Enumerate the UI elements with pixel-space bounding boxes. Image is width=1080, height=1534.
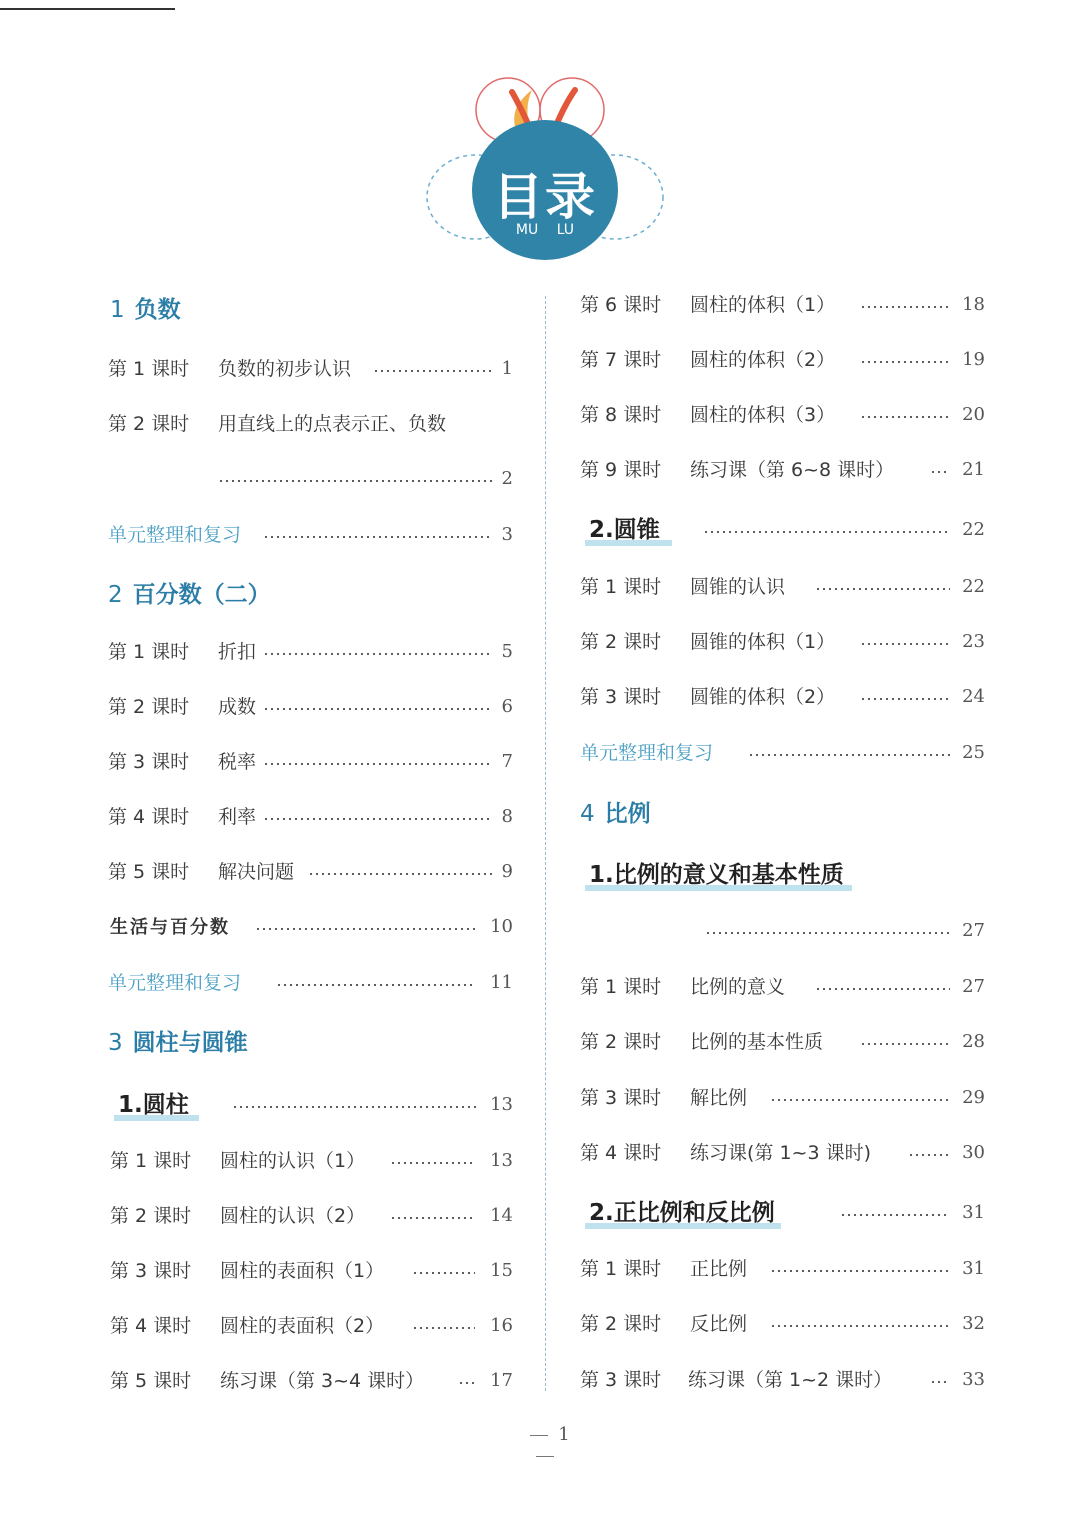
lesson-number: 第 2 课时 [580, 1313, 662, 1335]
lesson-number: 第 5 课时 [110, 1370, 192, 1392]
toc-entry[interactable] [580, 1254, 985, 1284]
lesson-number: 第 3 课时 [108, 751, 190, 773]
lesson-number: 第 1 课时 [108, 641, 190, 663]
lesson-number: 第 1 课时 [580, 576, 662, 598]
page-number-ref: 25 [962, 742, 985, 763]
dot-leader [412, 1272, 475, 1274]
dot-leader [308, 873, 493, 875]
toc-entry[interactable] [108, 692, 513, 722]
page-number-ref: 13 [490, 1094, 513, 1115]
page-number-ref: 20 [962, 404, 985, 425]
page-number-ref: 23 [962, 631, 985, 652]
lesson-topic: 用直线上的点表示正、负数 [218, 413, 447, 435]
lesson-topic: 利率 [218, 806, 257, 828]
lesson-number: 第 2 课时 [108, 413, 190, 435]
dot-leader [218, 480, 493, 482]
dot-leader [770, 1325, 950, 1327]
page-number-ref: 16 [490, 1315, 513, 1336]
toc-entry[interactable] [108, 857, 513, 887]
toc-entry[interactable] [110, 1256, 513, 1286]
lesson-number: 第 4 课时 [108, 806, 190, 828]
page-number-ref: 31 [962, 1202, 985, 1223]
dot-leader [908, 1154, 950, 1156]
lesson-topic: 圆锥的认识 [690, 576, 786, 598]
lesson-number: 第 7 课时 [580, 349, 662, 371]
lesson-topic: 正比例 [690, 1258, 748, 1280]
unit-heading[interactable]: 3 圆柱与圆锥 [108, 1030, 248, 1056]
review-label: 单元整理和复习 [108, 524, 242, 546]
page-title: 目录 [493, 168, 597, 226]
dot-leader [458, 1382, 476, 1384]
dot-leader [815, 588, 950, 590]
toc-entry[interactable] [580, 1083, 985, 1113]
lesson-topic: 折扣 [218, 641, 257, 663]
dot-leader [770, 1270, 950, 1272]
page-number-ref: 1 [501, 358, 513, 379]
lesson-number: 第 2 课时 [108, 696, 190, 718]
toc-entry-continuation[interactable] [580, 916, 985, 946]
page-number-ref: 15 [490, 1260, 513, 1281]
page-number-ref: 27 [962, 920, 985, 941]
toc-entry[interactable] [580, 290, 985, 320]
lesson-topic: 圆柱的表面积（2） [220, 1315, 385, 1337]
unit-heading[interactable]: 1 负数 [110, 297, 181, 323]
page-number-ref: 14 [490, 1205, 513, 1226]
page-number-ref: 27 [962, 976, 985, 997]
page-number-ref: 5 [501, 641, 513, 662]
toc-entry[interactable] [580, 455, 985, 485]
toc-entry[interactable] [580, 1365, 985, 1395]
review-label: 单元整理和复习 [580, 742, 714, 764]
toc-entry[interactable] [110, 1146, 513, 1176]
lesson-number: 第 9 课时 [580, 459, 662, 481]
toc-entry[interactable] [580, 1138, 985, 1168]
toc-entry-continuation[interactable] [108, 464, 513, 494]
page-number-ref: 22 [962, 576, 985, 597]
section-heading[interactable]: 2.正比例和反比例 [589, 1196, 775, 1230]
lesson-topic: 练习课(第 1~3 课时) [690, 1142, 872, 1164]
lesson-number: 第 4 课时 [110, 1315, 192, 1337]
lesson-number: 第 2 课时 [110, 1205, 192, 1227]
toc-entry[interactable] [108, 747, 513, 777]
dot-leader [860, 416, 950, 418]
lesson-topic: 练习课（第 6~8 课时） [690, 459, 895, 481]
lesson-topic: 圆柱的体积（2） [690, 349, 836, 371]
page-number-ref: 18 [962, 294, 985, 315]
dot-leader [930, 1381, 950, 1383]
page-number-ref: 29 [962, 1087, 985, 1108]
page-number-ref: 17 [490, 1370, 513, 1391]
dot-leader [232, 1106, 477, 1108]
section-heading[interactable]: 2.圆锥 [589, 513, 660, 547]
lesson-topic: 圆锥的体积（2） [690, 686, 836, 708]
page-number-ref: 7 [501, 751, 513, 772]
page-footer [505, 1424, 585, 1466]
page-number-ref: 21 [962, 459, 985, 480]
dot-leader [930, 471, 950, 473]
dot-leader [860, 306, 950, 308]
lesson-number: 第 3 课时 [110, 1260, 192, 1282]
toc-review-entry[interactable] [108, 520, 513, 550]
lesson-number: 第 6 课时 [580, 294, 662, 316]
lesson-number: 第 2 课时 [580, 1031, 662, 1053]
dot-leader [263, 818, 493, 820]
dot-leader [860, 698, 950, 700]
toc-entry-dots[interactable] [580, 1198, 985, 1228]
lesson-topic: 练习课（第 3~4 课时） [220, 1370, 425, 1392]
dot-leader [412, 1327, 475, 1329]
dot-leader [770, 1099, 950, 1101]
toc-review-entry[interactable] [580, 738, 985, 768]
dot-leader [860, 643, 950, 645]
dot-leader [263, 536, 493, 538]
page-number-ref: 9 [501, 861, 513, 882]
dot-leader [703, 531, 950, 533]
page-number-ref: 31 [962, 1258, 985, 1279]
lesson-number: 第 2 课时 [580, 631, 662, 653]
toc-entry[interactable] [108, 354, 513, 384]
page-number-ref: 10 [490, 916, 513, 937]
lesson-topic: 负数的初步认识 [218, 358, 352, 380]
dot-leader [255, 928, 475, 930]
page-number-ref: 6 [501, 696, 513, 717]
lesson-topic: 成数 [218, 696, 257, 718]
lesson-number: 第 5 课时 [108, 861, 190, 883]
page-number-ref: 13 [490, 1150, 513, 1171]
dot-leader [263, 763, 493, 765]
toc-review-entry[interactable] [108, 968, 513, 998]
lesson-number: 第 1 课时 [108, 358, 190, 380]
page-title-pinyin: MU LU [515, 222, 575, 238]
toc-entry[interactable] [110, 1201, 513, 1231]
page-number-ref: 32 [962, 1313, 985, 1334]
toc-entry[interactable] [580, 682, 985, 712]
page-number-ref: 30 [962, 1142, 985, 1163]
lesson-number: 第 3 课时 [580, 1369, 662, 1391]
page-number: 1 [558, 1424, 570, 1445]
lesson-number: 第 3 课时 [580, 686, 662, 708]
lesson-topic: 比例的意义 [690, 976, 786, 998]
lesson-topic: 反比例 [690, 1313, 748, 1335]
page-number-ref: 24 [962, 686, 985, 707]
dot-leader [263, 653, 493, 655]
lesson-number: 第 1 课时 [110, 1150, 192, 1172]
page-number-ref: 33 [962, 1369, 985, 1390]
toc-entry[interactable] [108, 802, 513, 832]
page-number-ref: 22 [962, 519, 985, 540]
toc-entry[interactable] [580, 572, 985, 602]
toc-entry[interactable] [580, 1309, 985, 1339]
dot-leader [748, 754, 950, 756]
column-divider [545, 296, 546, 1391]
toc-entry[interactable] [580, 400, 985, 430]
page-number-ref: 3 [501, 524, 513, 545]
lesson-topic: 圆柱的表面积（1） [220, 1260, 385, 1282]
toc-entry-special[interactable]: 生活与百分数 10 [110, 912, 513, 942]
unit-heading[interactable]: 4 比例 [580, 801, 651, 827]
lesson-topic: 圆柱的认识（2） [220, 1205, 366, 1227]
section-heading[interactable]: 1.比例的意义和基本性质 [589, 858, 844, 892]
page-number-ref: 28 [962, 1031, 985, 1052]
toc-entry[interactable] [110, 1366, 513, 1396]
toc-entry[interactable] [580, 1027, 985, 1057]
page-number-ref: 11 [490, 972, 513, 993]
top-rule [0, 8, 175, 10]
toc-entry[interactable] [108, 637, 513, 667]
lesson-topic: 圆锥的体积（1） [690, 631, 836, 653]
dot-leader [263, 708, 493, 710]
lesson-topic: 练习课（第 1~2 课时） [688, 1369, 893, 1391]
lesson-number: 第 1 课时 [580, 1258, 662, 1280]
toc-entry[interactable] [108, 409, 513, 439]
dot-leader [860, 361, 950, 363]
dot-leader [705, 932, 950, 934]
toc-entry[interactable] [580, 345, 985, 375]
lesson-number: 第 8 课时 [580, 404, 662, 426]
lesson-number: 第 1 课时 [580, 976, 662, 998]
lesson-topic: 比例的基本性质 [690, 1031, 824, 1053]
lesson-topic: 圆柱的体积（3） [690, 404, 836, 426]
section-heading[interactable]: 1.圆柱 [118, 1088, 189, 1122]
dot-leader [390, 1217, 475, 1219]
toc-entry[interactable] [580, 972, 985, 1002]
lesson-topic: 解决问题 [218, 861, 295, 883]
dot-leader [390, 1162, 475, 1164]
dot-leader [276, 984, 476, 986]
dot-leader [815, 988, 950, 990]
page-number-ref: 2 [501, 468, 513, 489]
dot-leader [373, 370, 493, 372]
page-number-ref: 19 [962, 349, 985, 370]
lesson-number: 第 4 课时 [580, 1142, 662, 1164]
lesson-topic: 税率 [218, 751, 257, 773]
toc-entry-dots[interactable] [110, 1090, 513, 1120]
toc-entry[interactable] [580, 627, 985, 657]
lesson-topic: 圆柱的体积（1） [690, 294, 836, 316]
toc-entry-dots[interactable] [580, 515, 985, 545]
page-number-ref: 8 [501, 806, 513, 827]
dot-leader [840, 1214, 950, 1216]
lesson-topic: 圆柱的认识（1） [220, 1150, 366, 1172]
unit-heading[interactable]: 2 百分数（二） [108, 582, 271, 608]
lesson-topic: 解比例 [690, 1087, 748, 1109]
review-label: 单元整理和复习 [108, 972, 242, 994]
lesson-number: 第 3 课时 [580, 1087, 662, 1109]
dot-leader [860, 1043, 950, 1045]
toc-entry[interactable] [110, 1311, 513, 1341]
